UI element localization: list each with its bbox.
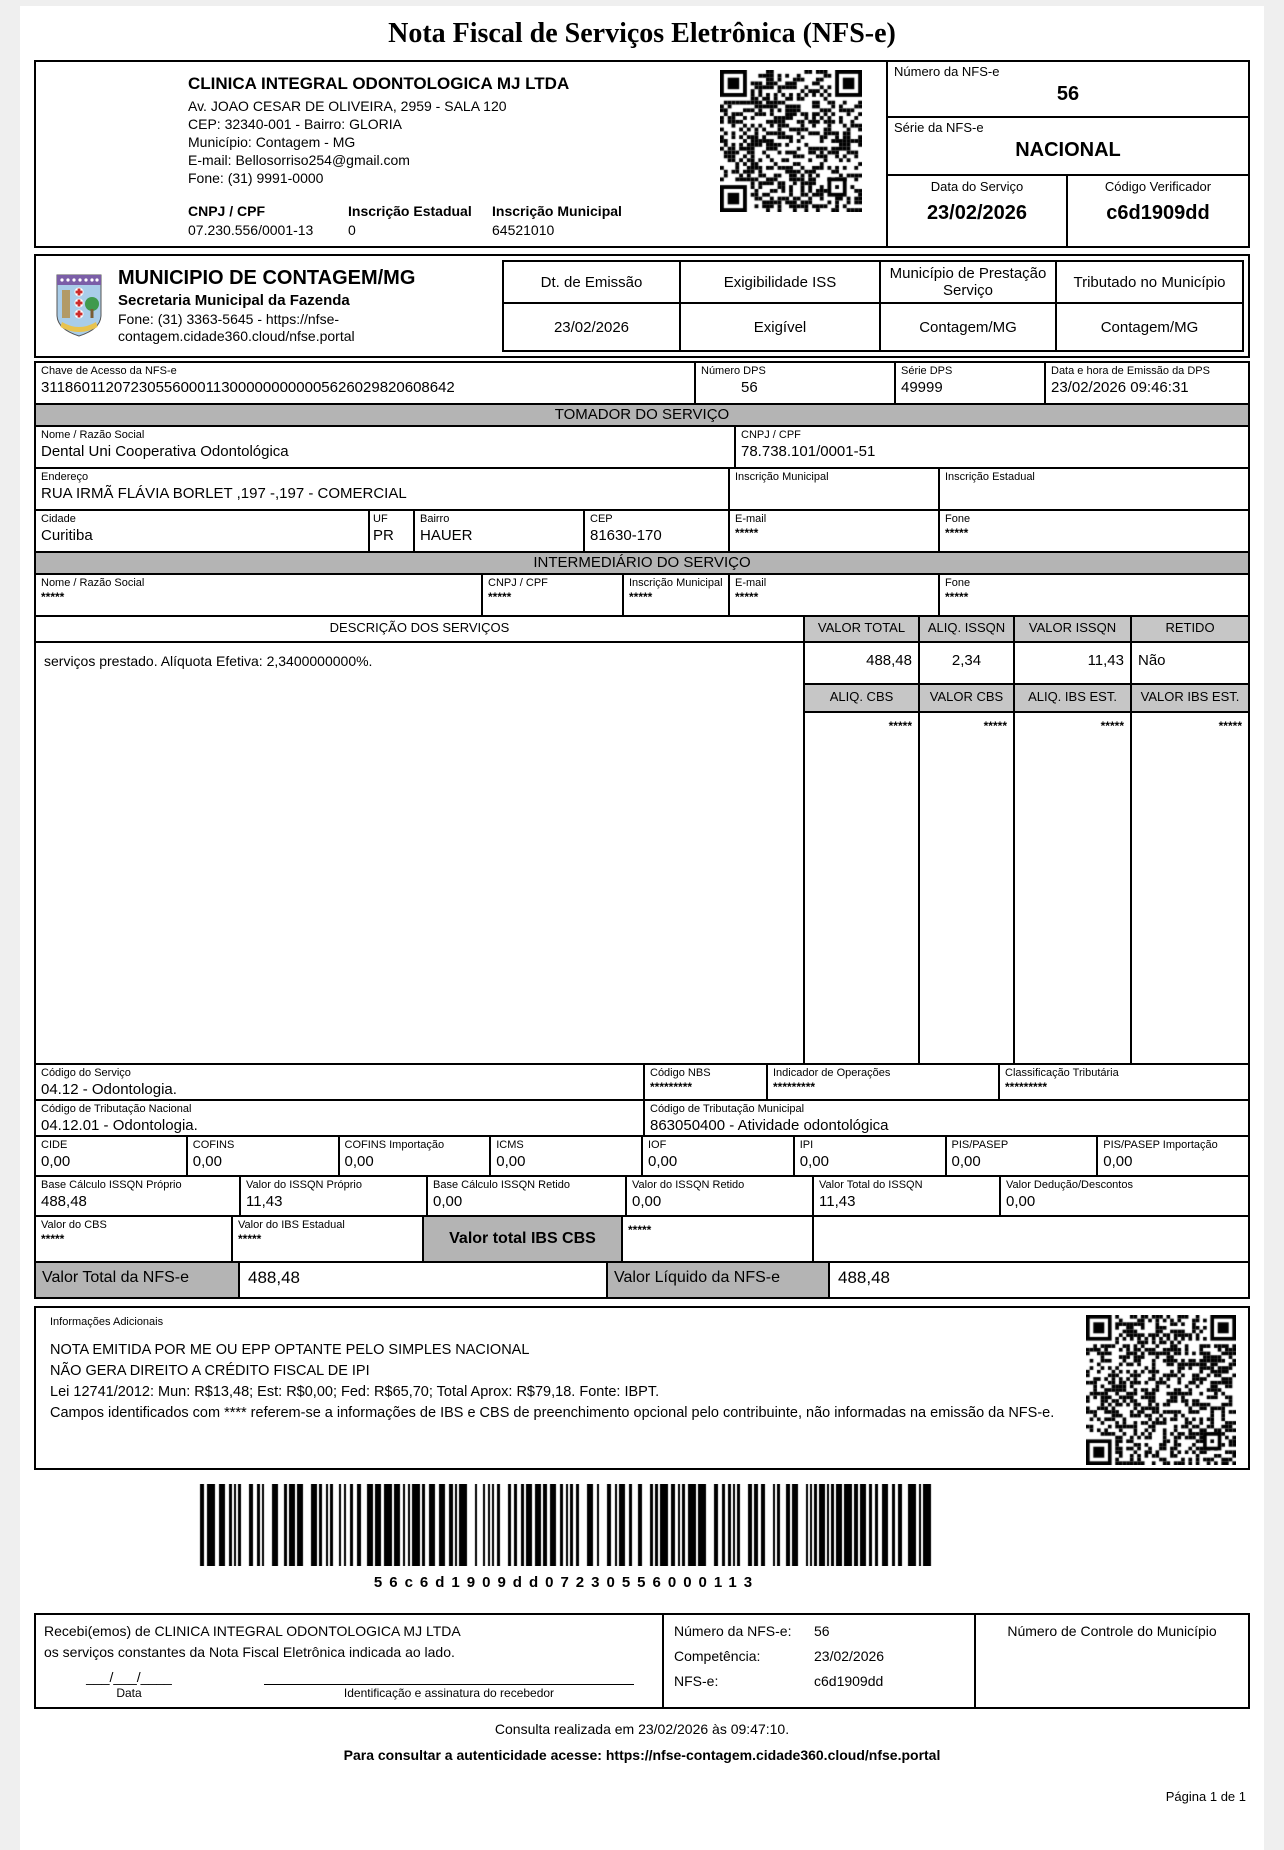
valor-total-issqn-cell: Valor Total do ISSQN 11,43 (814, 1177, 1001, 1215)
valor-issqn-retido-cell: Valor do ISSQN Retido 0,00 (627, 1177, 814, 1215)
recibo-linha2: os serviços constantes da Nota Fiscal Eletrônica indicada ao lado. (44, 1644, 455, 1660)
tomador-band: TOMADOR DO SERVIÇO (36, 405, 1248, 427)
descricao-servicos-header: DESCRIÇÃO DOS SERVIÇOS (36, 617, 805, 641)
descricao-servico-cell: serviços prestado. Alíquota Efetiva: 2,3400000000%. (36, 643, 805, 1063)
cofins-importacao-cell: COFINS Importação 0,00 (340, 1137, 492, 1175)
tomador-nome-cell: Nome / Razão Social Dental Uni Cooperativa Odontológica (36, 427, 736, 467)
exigibilidade-value: Exigível (679, 302, 881, 352)
tomador-uf-cell: UF PR (370, 511, 415, 551)
prestador-address-line: Av. JOAO CESAR DE OLIVEIRA, 2959 - SALA 120 (188, 98, 507, 114)
prestador-name: CLINICA INTEGRAL ODONTOLOGICA MJ LTDA (188, 74, 570, 93)
qr-code-icon (720, 70, 862, 212)
aliq-ibs-est-value: ***** (1100, 719, 1124, 733)
servicos-header-row (36, 617, 1248, 643)
nfse-id-panel (886, 62, 1248, 246)
emissao-dps-cell: Data e hora de Emissão da DPS 23/02/2026 09:46:31 (1051, 365, 1210, 396)
aliq-cbs-value: ***** (888, 719, 912, 733)
numero-dps-cell: Número DPS 56 (696, 363, 896, 403)
municipality-crest-icon (56, 274, 102, 338)
intermediario-nome-cell: Nome / Razão Social ***** (36, 575, 483, 615)
aliq-issqn-col (920, 643, 1015, 1063)
document-content (34, 18, 1250, 1804)
tomador-fone-cell: Fone ***** (945, 513, 971, 540)
retido-header: RETIDO (1132, 617, 1248, 641)
intermediario-row (36, 575, 1248, 617)
chave-acesso-cell: Chave de Acesso da NFS-e 31186011207230556000113000000000005626029820608642 (36, 363, 696, 403)
icms-cell: ICMS 0,00 (491, 1137, 643, 1175)
tomador-endereco-row (36, 469, 1248, 511)
document-page (20, 6, 1264, 1850)
nfse-data-codigo-row (888, 176, 1248, 246)
tomador-inscricao-municipal-cell: Inscrição Municipal (730, 469, 940, 509)
retido-value: Não (1132, 643, 1248, 685)
municipio-secretaria: Secretaria Municipal da Fazenda (118, 292, 350, 309)
recibo-competencia-row: Competência: 23/02/2026 (674, 1648, 885, 1664)
aliq-ibs-est-header: ALIQ. IBS EST. (1015, 685, 1130, 713)
main-detail-block (34, 361, 1250, 1299)
recibo-assinatura-area (44, 1669, 654, 1700)
valor-deducao-cell: Valor Dedução/Descontos 0,00 (1006, 1179, 1133, 1210)
tributacao-nacional-cell: Código de Tributação Nacional 04.12.01 - Odontologia. (36, 1101, 645, 1135)
valor-ibs-est-header: VALOR IBS EST. (1132, 685, 1248, 713)
autenticidade-text: Para consultar a autenticidade acesse: https://nfse-contagem.cidade360.cloud/nfse.portal (343, 1747, 941, 1763)
recibo-data-field: ___/___/____ Data (86, 1669, 172, 1700)
nfse-numero-cell: Número da NFS-e 56 (888, 62, 1248, 118)
valor-cbs-value: ***** (983, 719, 1007, 733)
page-number: Página 1 de 1 (1165, 1789, 1246, 1804)
consulta-text: Consulta realizada em 23/02/2026 às 09:47:10. (494, 1721, 790, 1737)
tomador-cep-cell: CEP 81630-170 (585, 511, 730, 551)
codigo-nbs-cell: Código NBS ********* (645, 1065, 768, 1099)
retido-col (1132, 643, 1248, 1063)
base-calculo-retido-cell: Base Cálculo ISSQN Retido 0,00 (428, 1177, 627, 1215)
valor-issqn-col (1015, 643, 1132, 1063)
totais-row (36, 1263, 1248, 1297)
barcode-digits: 56c6d1909dd07230556000113 (373, 1574, 760, 1591)
tributos-federais-row (36, 1137, 1248, 1177)
recibo-nfse-row: NFS-e: c6d1909dd (674, 1673, 884, 1689)
barcode-icon (198, 1484, 935, 1566)
valor-total-nfse-label: Valor Total da NFS-e (36, 1263, 240, 1297)
valor-liquido-nfse-label: Valor Líquido da NFS-e (608, 1263, 830, 1297)
recibo-assinatura-field: Identificação e assinatura do recebedor (264, 1669, 634, 1700)
cbs-ibs-row (36, 1217, 1248, 1263)
recibo-meio (664, 1615, 976, 1707)
aliq-cbs-header: ALIQ. CBS (805, 685, 918, 713)
tributado-value: Contagem/MG (1055, 302, 1244, 352)
recibo-left (36, 1615, 664, 1707)
tomador-endereco-cell: Endereço RUA IRMÃ FLÁVIA BORLET ,197 -,197 - COMERCIAL (36, 469, 730, 509)
header-qr-area (720, 62, 886, 246)
valor-ibs-estadual-cell: Valor do IBS Estadual ***** (233, 1217, 424, 1261)
prestador-inscricao-municipal: Inscrição Municipal 64521010 (492, 203, 622, 238)
servicos-body (36, 643, 1248, 1065)
cbs-ibs-empty-cell (814, 1217, 1248, 1261)
municipio-text (118, 267, 415, 345)
emissao-grid (504, 260, 1248, 352)
ipi-cell: IPI 0,00 (795, 1137, 947, 1175)
informacoes-adicionais-box (34, 1306, 1250, 1470)
informacoes-adicionais-label: Informações Adicionais (50, 1316, 164, 1328)
intermediario-cnpj-cell: CNPJ / CPF ***** (483, 575, 624, 615)
aliq-issqn-header: ALIQ. ISSQN (920, 617, 1015, 641)
prestador-cnpj: CNPJ / CPF 07.230.556/0001-13 (188, 203, 314, 238)
tomador-cidade-row (36, 511, 1248, 553)
barcode-area (198, 1484, 935, 1591)
cide-cell: CIDE 0,00 (36, 1137, 188, 1175)
numero-controle-cell: Número de Controle do Município (1007, 1623, 1217, 1639)
municipio-nome: MUNICIPIO DE CONTAGEM/MG (118, 267, 416, 289)
valor-liquido-nfse-value: 488,48 (838, 1268, 890, 1287)
recibo-linha1: Recebi(emos) de CLINICA INTEGRAL ODONTOLOGICA MJ LTDA (44, 1623, 461, 1639)
valor-cbs-header: VALOR CBS (920, 685, 1013, 713)
valor-total-col (805, 643, 920, 1063)
valor-issqn-value: 11,43 (1015, 643, 1130, 685)
aliq-issqn-value: 2,34 (920, 643, 1013, 685)
codigo-servico-cell: Código do Serviço 04.12 - Odontologia. (36, 1065, 645, 1099)
municipio-fone: Fone: (31) 3363-5645 - https://nfse- contagem.cidade360.cloud/nfse.portal (118, 311, 355, 344)
intermediario-band: INTERMEDIÁRIO DO SERVIÇO (36, 553, 1248, 575)
municipio-box (34, 254, 1250, 358)
pis-pasep-cell: PIS/PASEP 0,00 (947, 1137, 1099, 1175)
base-calculo-proprio-cell: Base Cálculo ISSQN Próprio 488,48 (36, 1177, 241, 1215)
dt-emissao-header: Dt. de Emissão (502, 260, 681, 304)
classificacao-tributaria-cell: Classificação Tributária ********* (1005, 1067, 1119, 1094)
intermediario-fone-cell: Fone ***** (945, 577, 971, 604)
valor-total-value: 488,48 (805, 643, 918, 685)
valor-total-ibs-cbs-value: ***** (623, 1217, 814, 1261)
prestador-inscricao-estadual: Inscrição Estadual 0 (348, 203, 472, 238)
cofins-cell: COFINS 0,00 (188, 1137, 340, 1175)
recibo-box (34, 1613, 1250, 1709)
valor-ibs-est-value: ***** (1218, 719, 1242, 733)
prestador-address-line: CEP: 32340-001 - Bairro: GLORIA (188, 116, 402, 132)
iof-cell: IOF 0,00 (643, 1137, 795, 1175)
tomador-cnpj-cell: CNPJ / CPF 78.738.101/0001-51 (741, 429, 876, 460)
intermediario-email-cell: E-mail ***** (730, 575, 940, 615)
intermediario-inscricao-cell: Inscrição Municipal ***** (624, 575, 730, 615)
tributacao-municipal-cell: Código de Tributação Municipal 863050400 - Atividade odontológica (650, 1103, 889, 1134)
dt-emissao-value: 23/02/2026 (502, 302, 681, 352)
codigo-tributacao-row (36, 1101, 1248, 1137)
prestador-registro-row (188, 203, 720, 238)
data-servico-cell: Data do Serviço 23/02/2026 (888, 176, 1068, 246)
serie-dps-cell: Série DPS 49999 (896, 363, 1046, 403)
valor-issqn-header: VALOR ISSQN (1015, 617, 1132, 641)
municipio-prestacao-header: Município de Prestação Serviço (879, 260, 1057, 304)
nfse-serie-cell: Série da NFS-e NACIONAL (888, 118, 1248, 176)
tomador-email-cell: E-mail ***** (730, 511, 940, 551)
codigo-servico-row (36, 1065, 1248, 1101)
prestador-address-line: Município: Contagem - MG (188, 134, 356, 150)
tributado-header: Tributado no Município (1055, 260, 1244, 304)
valor-cbs-cell: Valor do CBS ***** (36, 1217, 233, 1261)
qr-code-icon (1086, 1315, 1236, 1465)
recibo-numero-row: Número da NFS-e: 56 (674, 1623, 830, 1639)
valor-total-ibs-cbs-label: Valor total IBS CBS (424, 1217, 623, 1261)
municipio-prestacao-value: Contagem/MG (879, 302, 1057, 352)
informacoes-adicionais-text: NOTA EMITIDA POR ME OU EPP OPTANTE PELO SIMPLES NACIONAL NÃO GERA DIREITO A CRÉDITO FISCAL DE IPI Lei 12741/2012: Mun: R$13,48; Est: R$0,00; Fed: R$65,70; Total Aprox: R$79,18. Fonte: IBPT. Campos identificados com **** referem-se a informações de IBS e CBS de preenchimento opcional pelo contribuinte, não informadas na emissão da NFS-e. (50, 1342, 1055, 1421)
codigo-verificador-cell: Código Verificador c6d1909dd (1104, 179, 1212, 224)
issqn-row (36, 1177, 1248, 1217)
prestador-header-box (34, 60, 1250, 248)
valor-total-nfse-value: 488,48 (240, 1263, 608, 1297)
municipio-info (36, 256, 504, 356)
tomador-cidade-cell: Cidade Curitiba (36, 511, 370, 551)
valor-total-header: VALOR TOTAL (805, 617, 920, 641)
exigibilidade-header: Exigibilidade ISS (679, 260, 881, 304)
prestador-info (36, 62, 720, 246)
prestador-address-line: E-mail: Bellosorriso254@gmail.com (188, 152, 410, 168)
dps-row (36, 363, 1248, 405)
tomador-inscricao-estadual-cell: Inscrição Estadual (945, 471, 1035, 483)
tomador-bairro-cell: Bairro HAUER (415, 511, 585, 551)
signature-line (264, 1669, 634, 1685)
pis-pasep-importacao-cell: PIS/PASEP Importação 0,00 (1103, 1139, 1218, 1170)
indicador-operacoes-cell: Indicador de Operações ********* (768, 1065, 1000, 1099)
page-title: Nota Fiscal de Serviços Eletrônica (NFS-e) (388, 18, 896, 49)
prestador-address-line: Fone: (31) 9991-0000 (188, 170, 324, 186)
tomador-nome-row (36, 427, 1248, 469)
valor-issqn-proprio-cell: Valor do ISSQN Próprio 11,43 (241, 1177, 428, 1215)
